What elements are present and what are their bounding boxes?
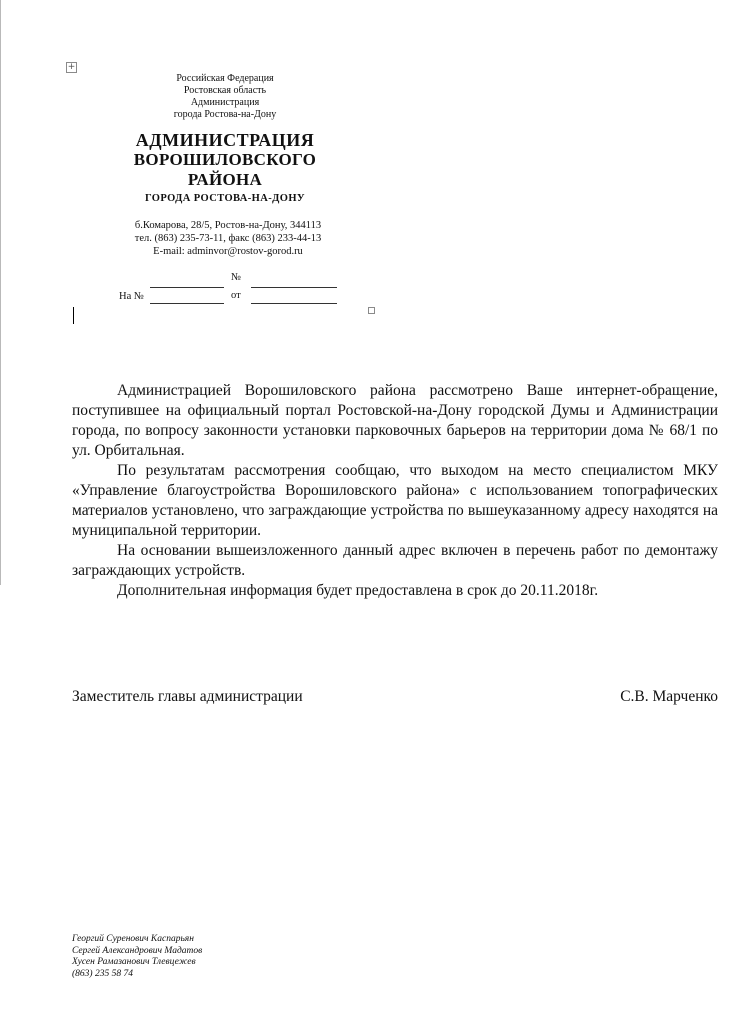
body-paragraph: По результатам рассмотрения сообщаю, что выходом на место специалистом МКУ «Управление благоустройства Ворошиловского района» с использованием топографических материалов установлено, что заграждающие устройства по вышеуказанному адресу находятся на муниципальной территории. [72, 462, 718, 539]
body-paragraph: Администрацией Ворошиловского района рассмотрено Ваше интернет-обращение, поступившее на официальный портал Ростовской-на-Дону городской Думы и Администрации города, по вопросу законности установки парковочных барьеров на территории дома № 68/1 по ул. Орбитальная. [72, 382, 718, 459]
body-paragraph: На основании вышеизложенного данный адрес включен в перечень работ по демонтажу заграждающих устройств. [72, 542, 718, 579]
signatory-name: С.В. Марченко [620, 688, 718, 705]
reference-number-field[interactable] [150, 303, 224, 304]
text-caret [73, 307, 74, 324]
email-line: E-mail: adminvor@rostov-gorod.ru [153, 246, 303, 257]
executor-line: Хусен Рамазанович Тлевцежев [72, 957, 196, 967]
executor-line: Георгий Суренович Каспарьян [72, 934, 194, 944]
org-title-line1: АДМИНИСТРАЦИЯ [135, 130, 315, 150]
header-country: Российская Федерация [176, 73, 274, 84]
page-edge-divider [0, 0, 1, 585]
executors-block [72, 934, 202, 980]
executor-phone: (863) 235 58 74 [72, 968, 133, 979]
header-administration: Администрация [190, 97, 260, 108]
reference-date-label: от [231, 290, 241, 301]
org-subtitle: ГОРОДА РОСТОВА-НА-ДОНУ [144, 193, 305, 204]
reference-number-label: На № [119, 291, 144, 302]
reg-date-field[interactable] [150, 287, 224, 288]
org-title-line3: РАЙОНА [187, 170, 263, 189]
table-resize-handle-icon[interactable] [368, 307, 375, 314]
organization-title [100, 130, 350, 190]
header-city: города Ростова-на-Дону [173, 109, 277, 120]
phone-line: тел. (863) 235-73-11, факс (863) 233-44-13 [134, 233, 322, 244]
table-move-handle-icon[interactable]: + [67, 62, 76, 72]
reg-number-label: № [231, 272, 242, 283]
executor-line: Сергей Александрович Мадатов [72, 945, 203, 956]
address-line: б.Комарова, 28/5, Ростов-на-Дону, 344113 [134, 220, 322, 231]
header-region: Ростовская область [183, 85, 267, 96]
letter-body [72, 381, 718, 601]
reference-date-field[interactable] [251, 303, 337, 304]
contact-block [108, 219, 348, 258]
org-title-line2: ВОРОШИЛОВСКОГО [133, 150, 317, 169]
body-paragraph: Дополнительная информация будет предоставлена в срок до 20.11.2018г. [117, 582, 599, 599]
reg-number-field[interactable] [251, 287, 337, 288]
signatory-position: Заместитель главы администрации [72, 688, 303, 705]
